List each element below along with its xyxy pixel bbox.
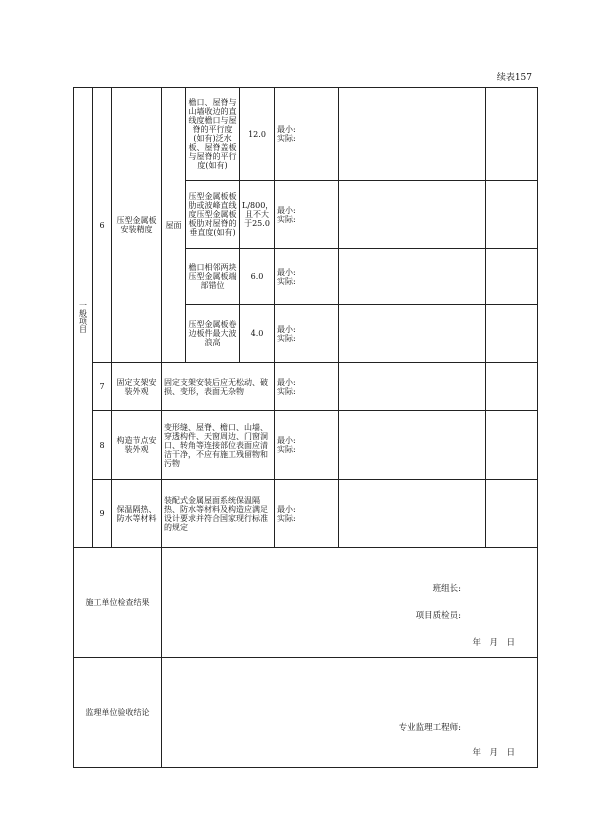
actual-label: 实际: (277, 386, 296, 396)
actual-label: 实际: (277, 134, 296, 143)
actual-label: 实际: (277, 445, 296, 454)
item-desc: 变形缝、屋脊、檐口、山墙、穿透构件、天窗周边、门窗洞口、转角等连接部位表面应清洁干净，不应有施工残留物和污物 (162, 411, 275, 480)
supervision-sign-cell[interactable] (162, 658, 538, 768)
row-number: 8 (93, 411, 112, 480)
table-row (74, 88, 538, 181)
min-label: 最小: (277, 125, 296, 134)
min-label: 最小: (277, 377, 296, 387)
remark-cell[interactable] (486, 305, 538, 363)
supervising-engineer-label: 专业监理工程师: (398, 722, 461, 733)
subitem-desc: 压型金属板板肋或波峰直线度压型金属板板肋对屋脊的垂直度(如有) (186, 181, 240, 249)
remark-cell[interactable] (486, 249, 538, 305)
result-cell[interactable] (339, 363, 486, 411)
min-label: 最小: (277, 504, 296, 514)
result-cell[interactable] (339, 480, 486, 548)
min-label: 最小: (277, 436, 296, 445)
item-desc: 固定支架安装后应无松动、破损、变形，表面无杂物 (162, 363, 275, 411)
construction-sign-cell[interactable] (162, 548, 538, 658)
row-number: 7 (93, 363, 112, 411)
section-label-cell (74, 88, 93, 548)
actual-label: 实际: (277, 513, 296, 523)
remark-cell[interactable] (486, 181, 538, 249)
result-cell[interactable] (339, 88, 486, 181)
item-name: 保温隔热、防水等材料 (112, 480, 162, 548)
result-cell[interactable] (339, 411, 486, 480)
table-row (74, 363, 538, 411)
item-name: 压型金属板安装精度 (112, 88, 162, 363)
allowance: 4.0 (240, 305, 275, 363)
remark-cell[interactable] (486, 88, 538, 181)
subitem-desc: 压型金属板卷边板件最大波浪高 (186, 305, 240, 363)
min-label: 最小: (277, 267, 296, 277)
measure-cell (275, 363, 339, 411)
measure-cell (275, 305, 339, 363)
supervision-label: 监理单位验收结论 (74, 658, 162, 768)
construction-date: 年 月 日 (472, 637, 515, 648)
construction-check-row (74, 548, 538, 658)
allowance: 12.0 (240, 88, 275, 181)
measure-cell (275, 249, 339, 305)
item-name: 固定支架安装外观 (112, 363, 162, 411)
measure-cell (275, 88, 339, 181)
measure-cell (275, 480, 339, 548)
subitem-desc: 檐口相邻两块压型金属板端部错位 (186, 249, 240, 305)
min-label: 最小: (277, 205, 296, 215)
construction-label: 施工单位检查结果 (74, 548, 162, 658)
remark-cell[interactable] (486, 363, 538, 411)
item-desc: 装配式金属屋面系统保温隔热、防水等材料及构造应满足设计要求并符合国家现行标准的规定 (162, 480, 275, 548)
quality-inspector-label: 项目质检员: (415, 610, 461, 621)
row-number: 9 (93, 480, 112, 548)
remark-cell[interactable] (486, 480, 538, 548)
actual-label: 实际: (277, 333, 296, 343)
subitem-desc: 檐口、屋脊与山墙收边的直线度檐口与屋脊的平行度(如有)泛水板、屋脊盖板与屋脊的平行度(如有) (186, 88, 240, 181)
allowance: L/800，且不大于25.0 (240, 181, 275, 249)
result-cell[interactable] (339, 249, 486, 305)
supervision-row (74, 658, 538, 768)
remark-cell[interactable] (486, 411, 538, 480)
result-cell[interactable] (339, 181, 486, 249)
actual-label: 实际: (277, 276, 296, 286)
inspection-table (73, 87, 538, 768)
result-cell[interactable] (339, 305, 486, 363)
table-row (74, 480, 538, 548)
actual-label: 实际: (277, 214, 296, 224)
supervision-date: 年 月 日 (472, 747, 515, 758)
team-leader-label: 班组长: (432, 583, 461, 594)
row-number: 6 (93, 88, 112, 363)
sheet-label: 续表157 (496, 73, 532, 83)
allowance: 6.0 (240, 249, 275, 305)
section-label: 一般项目 (78, 300, 88, 333)
item-name: 构造节点安装外观 (112, 411, 162, 480)
min-label: 最小: (277, 324, 296, 334)
position-label: 屋面 (162, 88, 186, 363)
table-row (74, 411, 538, 480)
measure-cell (275, 181, 339, 249)
measure-cell (275, 411, 339, 480)
